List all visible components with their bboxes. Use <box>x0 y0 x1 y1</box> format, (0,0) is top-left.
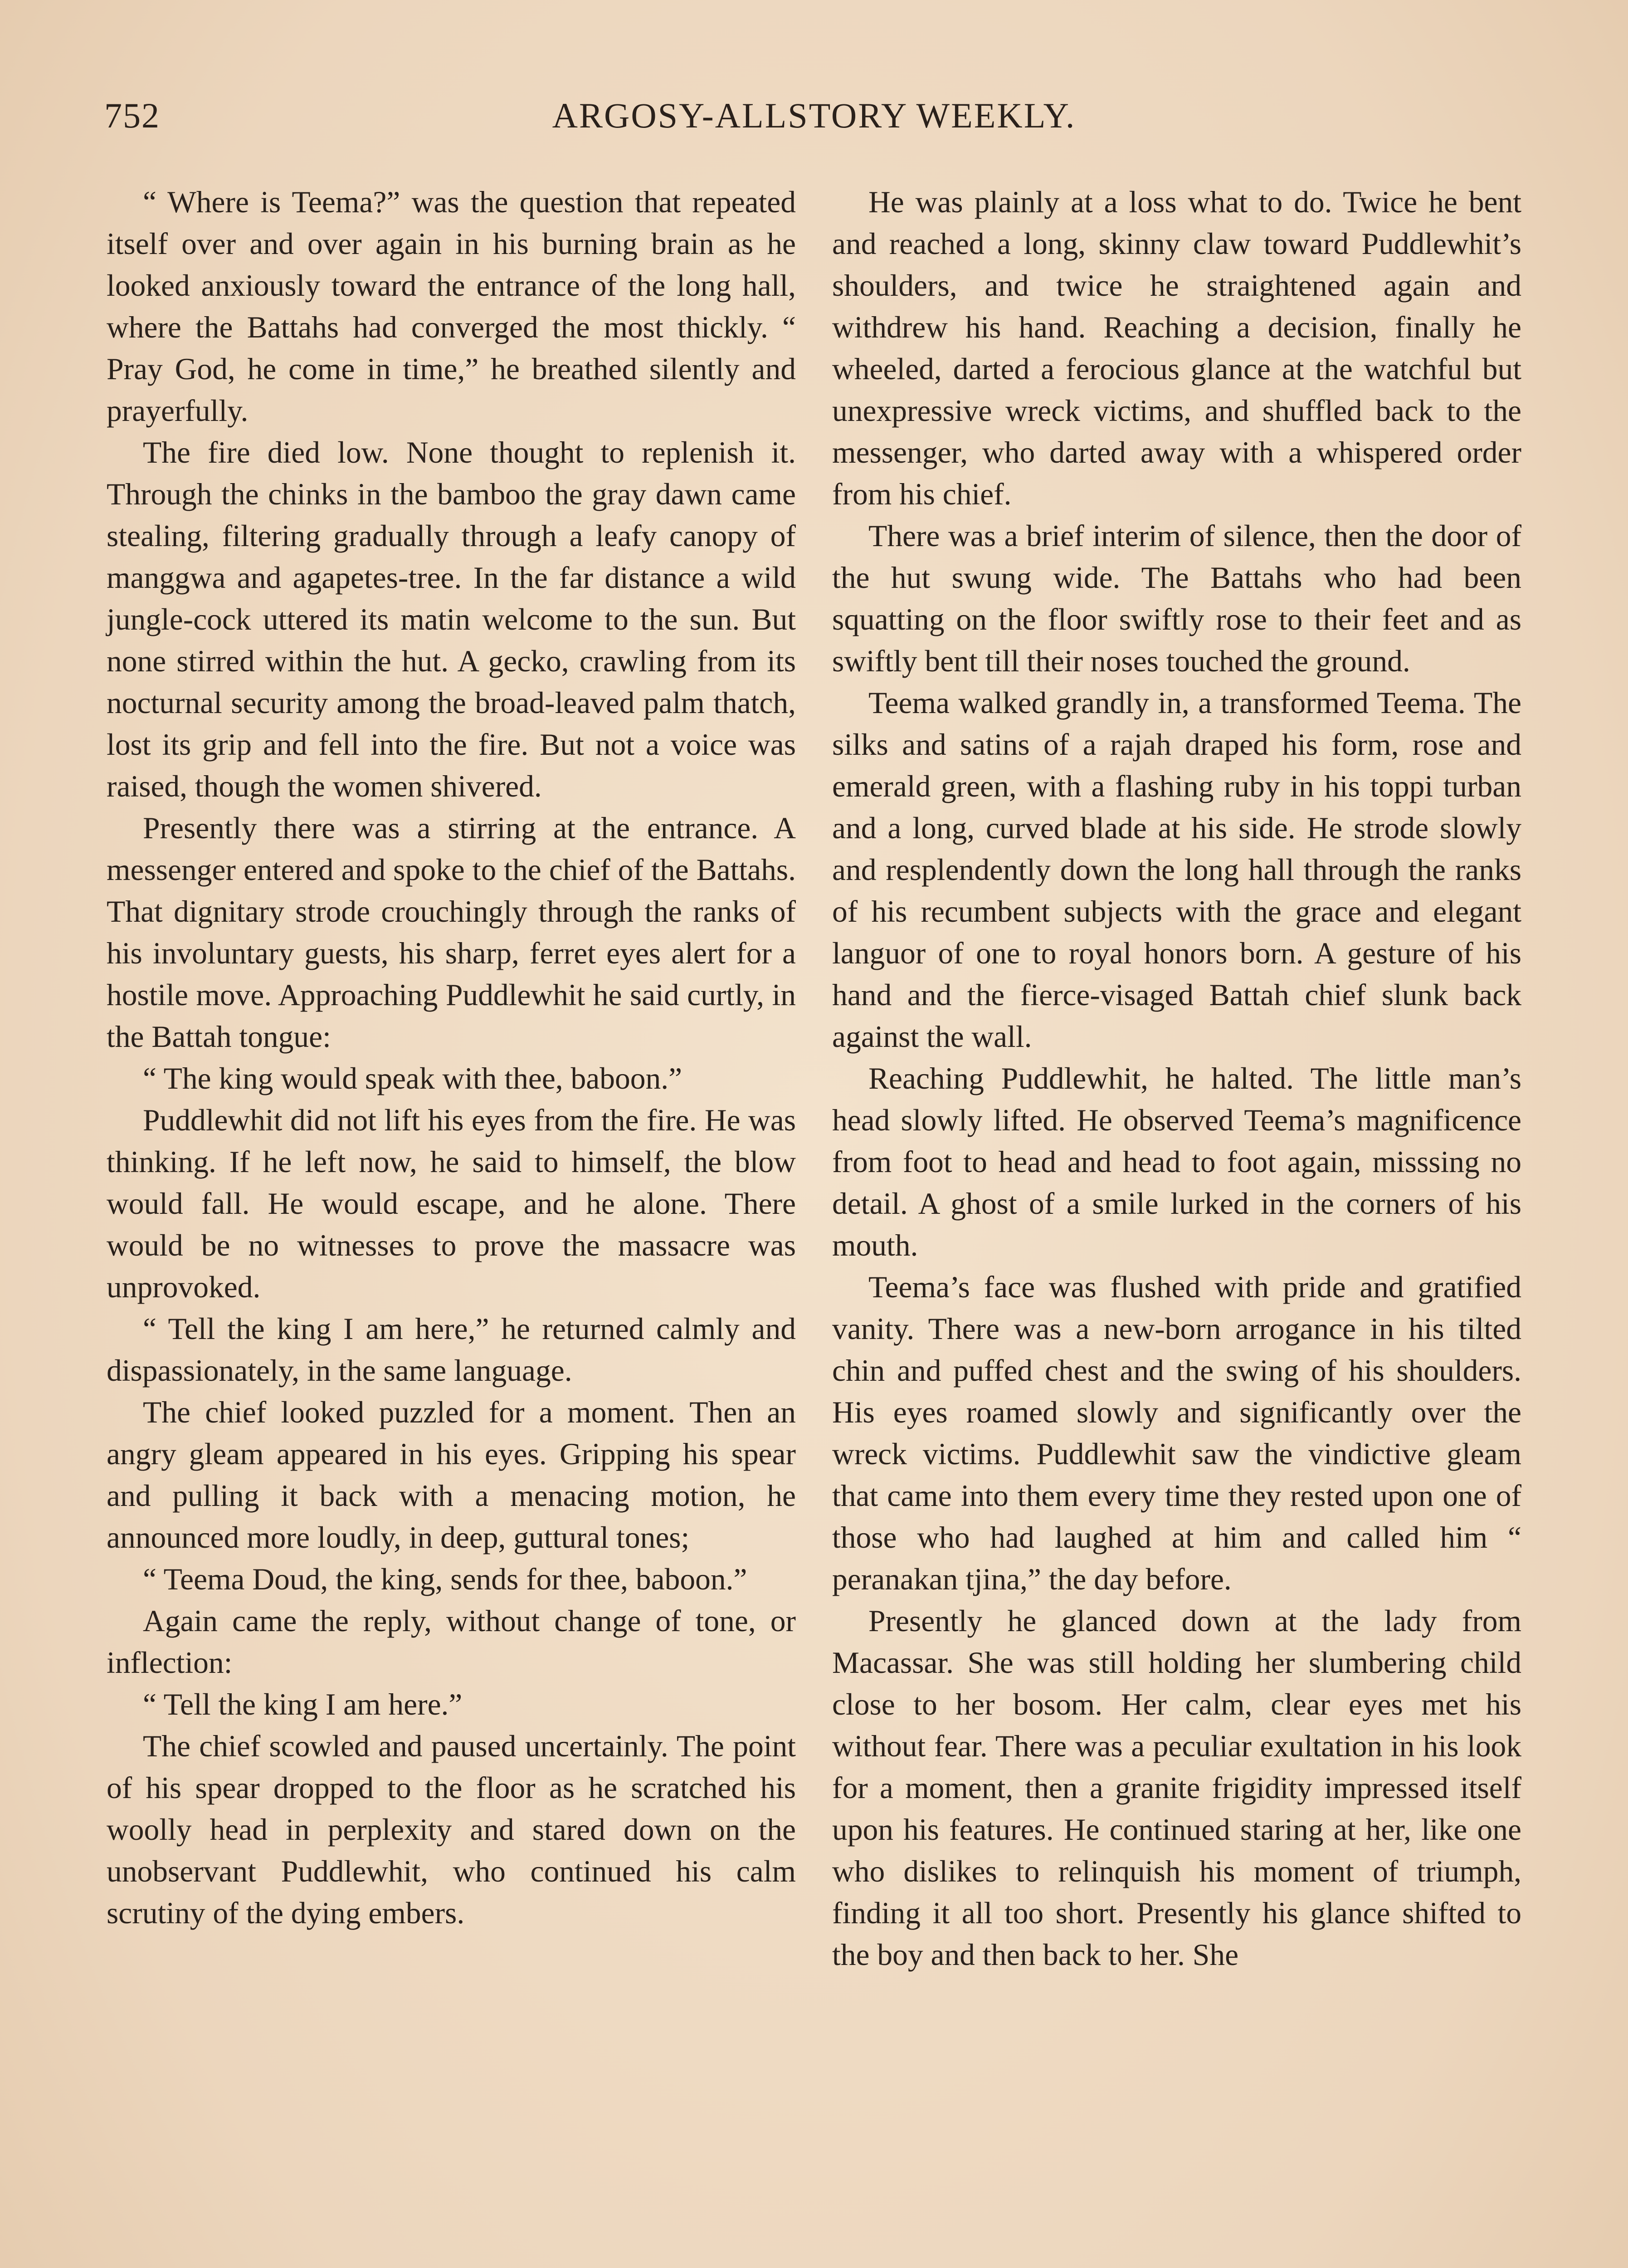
paragraph: Presently there was a stirring at the entrance. A messenger entered and spoke to the chief of the Battahs. That dignitary strode crouchingly through the ranks of his involuntary guests, his sharp, ferret eyes alert for a hostile move. Approaching Puddlewhit he said curtly, in the Battah tongue: <box>107 811 796 1054</box>
running-head: ARGOSY-ALLSTORY WEEKLY. <box>552 96 1076 135</box>
paragraph: There was a brief interim of silence, then the door of the hut swung wide. The Battahs who had been squatting on the floor swiftly rose to their feet and as swiftly bent till their noses touched the ground. <box>832 519 1521 678</box>
paragraph: Presently he glanced down at the lady from Macassar. She was still holding her slumbering child close to her bosom. Her calm, clear eyes met his without fear. There was a peculiar exultation in his look for a moment, then a granite frigidity impressed itself upon his features. He continued staring at her, like one who dislikes to relinquish his moment of triumph, finding it all too short. Presently his glance shifted to the boy and then back to her. She <box>832 1604 1521 1972</box>
paragraph: Teema walked grandly in, a transformed Teema. The silks and satins of a rajah draped his form, rose and emerald green, with a flashing ruby in his toppi turban and a long, curved blade at his side. He strode slowly and resplendently down the long hall through the ranks of his recumbent subjects with the grace and elegant languor of one to royal honors born. A gesture of his hand and the fierce-visaged Battah chief slunk back against the wall. <box>832 686 1521 1054</box>
paragraph: Teema’s face was flushed with pride and gratified vanity. There was a new-born arrogance in his tilted chin and puffed chest and the swing of his shoulders. His eyes roamed slowly and significantly over the wreck victims. Puddlewhit saw the vindictive gleam that came into them every time they rested upon one of those who had laughed at him and called him “ peranakan tjina,” the day before. <box>832 1270 1521 1596</box>
paragraph: The chief looked puzzled for a moment. Then an angry gleam appeared in his eyes. Gripping his spear and pulling it back with a menacing motion, he announced more loudly, in deep, guttural tones; <box>107 1395 796 1554</box>
paragraph: “ Tell the king I am here.” <box>143 1687 463 1721</box>
paragraph: Reaching Puddlewhit, he halted. The little man’s head slowly lifted. He observed Teema’s magnificence from foot to head and head to foot again, misssing no detail. A ghost of a smile lurked in the corners of his mouth. <box>832 1061 1521 1262</box>
paragraph: “ The king would speak with thee, baboon.” <box>143 1061 682 1095</box>
paragraph: He was plainly at a loss what to do. Twice he bent and reached a long, skinny claw toward Puddlewhit’s shoulders, and twice he straightened again and withdrew his hand. Reaching a decision, finally he wheeled, darted a ferocious glance at the watchful but unexpressive wreck victims, and shuffled back to the messenger, who darted away with a whispered order from his chief. <box>832 185 1521 511</box>
paragraph: The chief scowled and paused uncertainly. The point of his spear dropped to the floor as he scratched his woolly head in perplexity and stared down on the unobservant Puddlewhit, who continued his calm scrutiny of the dying embers. <box>107 1729 796 1930</box>
page-number: 752 <box>104 96 160 135</box>
page-header <box>104 95 1524 150</box>
paragraph: “ Tell the king I am here,” he returned calmly and dispassionately, in the same language. <box>107 1312 796 1388</box>
paragraph: Puddlewhit did not lift his eyes from the fire. He was thinking. If he left now, he said to himself, the blow would fall. He would escape, and he alone. There would be no witnesses to prove the massacre was unprovoked. <box>107 1103 796 1304</box>
right-column <box>832 181 1521 1976</box>
paragraph: “ Where is Teema?” was the question that repeated itself over and over again in his burning brain as he looked anxiously toward the entrance of the long hall, where the Battahs had converged the most thickly. “ Pray God, he come in time,” he breathed silently and prayerfully. <box>107 185 796 428</box>
paragraph: Again came the reply, without change of tone, or inflection: <box>107 1604 796 1680</box>
left-column <box>107 181 796 1934</box>
paragraph: “ Teema Doud, the king, sends for thee, baboon.” <box>143 1562 747 1596</box>
paragraph: The fire died low. None thought to replenish it. Through the chinks in the bamboo the gray dawn came stealing, filtering gradually through a leafy canopy of manggwa and agapetes-tree. In the far distance a wild jungle-cock uttered its matin welcome to the sun. But none stirred within the hut. A gecko, crawling from its nocturnal security among the broad-leaved palm thatch, lost its grip and fell into the fire. But not a voice was raised, though the women shivered. <box>107 435 796 803</box>
